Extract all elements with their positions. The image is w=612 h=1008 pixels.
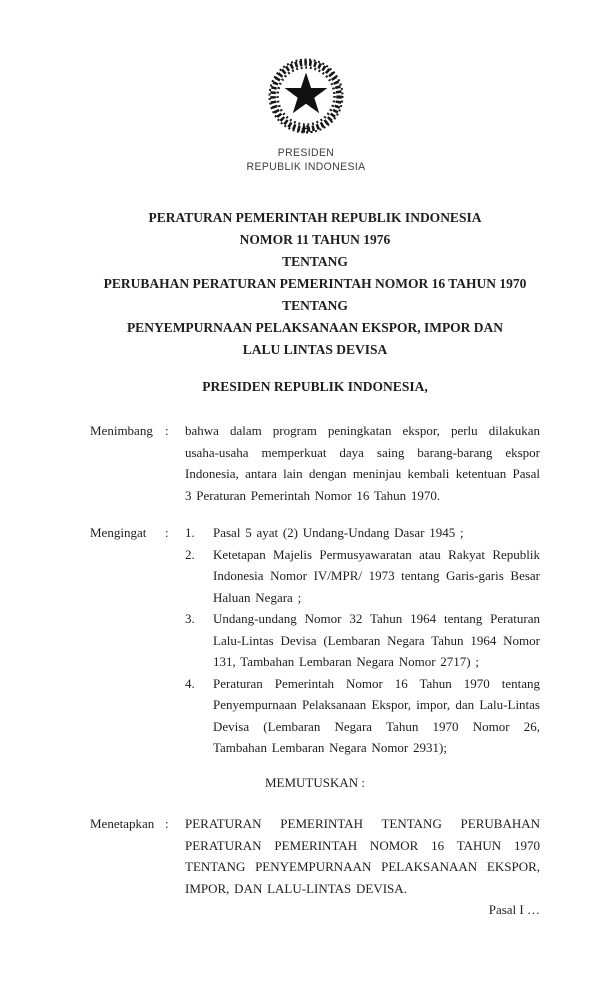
clause-menetapkan-label: Menetapkan xyxy=(90,816,155,831)
clause-menetapkan xyxy=(0,813,612,899)
list-item-text: Ketetapan Majelis Permusyawaratan atau Rakyat Republik Indonesia Nomor IV/MPR/ 1973 tentang Garis-garis Besar Haluan Negara ; xyxy=(213,546,540,605)
list-item-number: 4. xyxy=(185,675,195,691)
salutation-line: PRESIDEN REPUBLIK INDONESIA, xyxy=(202,379,428,394)
title-line-1: PERATURAN PEMERINTAH REPUBLIK INDONESIA xyxy=(148,210,482,225)
clause-menimbang-colon: : xyxy=(165,423,169,438)
list-item-text: Peraturan Pemerintah Nomor 16 Tahun 1970 tentang Penyempurnaan Pelaksanaan Ekspor, impor, dan Lalu-Lintas Devisa (Lembaran Negara Tahun 1970 Nomor 26, Tambahan Lembaran Negara Nomor 2931); xyxy=(213,675,540,755)
list-item xyxy=(185,522,540,544)
list-item-number: 3. xyxy=(185,611,195,626)
letterhead-line-republik: REPUBLIK INDONESIA xyxy=(246,161,366,173)
list-item xyxy=(185,544,540,609)
clause-mengingat-label: Mengingat xyxy=(90,525,147,540)
letterhead-line-presiden: PRESIDEN xyxy=(277,147,335,159)
title-line-3: TENTANG xyxy=(282,254,348,269)
title-line-6: LALU LINTAS DEVISA xyxy=(242,342,388,357)
clause-menimbang-text: bahwa dalam program peningkatan ekspor, perlu dilakukan usaha-usaha memperkuat daya saing barang-barang ekspor Indonesia, antara lain dengan meninjau kembali ketentuan Pasal 3 Peraturan Pemerintah Nomor 16 Tahun 1970. xyxy=(185,423,540,503)
memutuskan-heading: MEMUTUSKAN : xyxy=(264,774,366,790)
clause-mengingat xyxy=(0,522,612,759)
list-item xyxy=(185,608,540,673)
title-line-4: PERUBAHAN PERATURAN PEMERINTAH NOMOR 16 TAHUN 1970 TENTANG xyxy=(103,276,527,313)
clause-menimbang xyxy=(0,420,612,506)
clause-mengingat-list xyxy=(185,522,540,759)
clause-menimbang-label: Menimbang xyxy=(90,423,153,438)
title-line-5: PENYEMPURNAAN PELAKSANAAN EKSPOR, IMPOR DAN xyxy=(126,320,504,335)
continuation-marker: Pasal I … xyxy=(488,902,540,917)
list-item xyxy=(185,673,540,759)
list-item-number: 2. xyxy=(185,546,195,562)
title-line-2: NOMOR 11 TAHUN 1976 xyxy=(239,232,391,247)
list-item-text: Undang-undang Nomor 32 Tahun 1964 tentang Peraturan Lalu-Lintas Devisa (Lembaran Negara Tahun 1964 Nomor 131, Tambahan Lembaran Negara Nomor 2717) ; xyxy=(213,611,540,669)
clause-mengingat-colon: : xyxy=(165,525,169,540)
presidential-seal-icon xyxy=(262,58,350,136)
list-item-number: 1. xyxy=(185,525,195,540)
clause-menetapkan-text: PERATURAN PEMERINTAH TENTANG PERUBAHAN PERATURAN PEMERINTAH NOMOR 16 TAHUN 1970 TENTANG PENYEMPURNAAN PELAKSANAAN EKSPOR, IMPOR, DAN LALU-LINTAS DEVISA. xyxy=(185,816,540,896)
list-item-text: Pasal 5 ayat (2) Undang-Undang Dasar 1945 ; xyxy=(213,525,464,540)
letterhead xyxy=(0,0,612,174)
regulation-title xyxy=(0,207,612,361)
letterhead-text xyxy=(0,146,612,174)
clause-menetapkan-colon: : xyxy=(165,816,169,831)
